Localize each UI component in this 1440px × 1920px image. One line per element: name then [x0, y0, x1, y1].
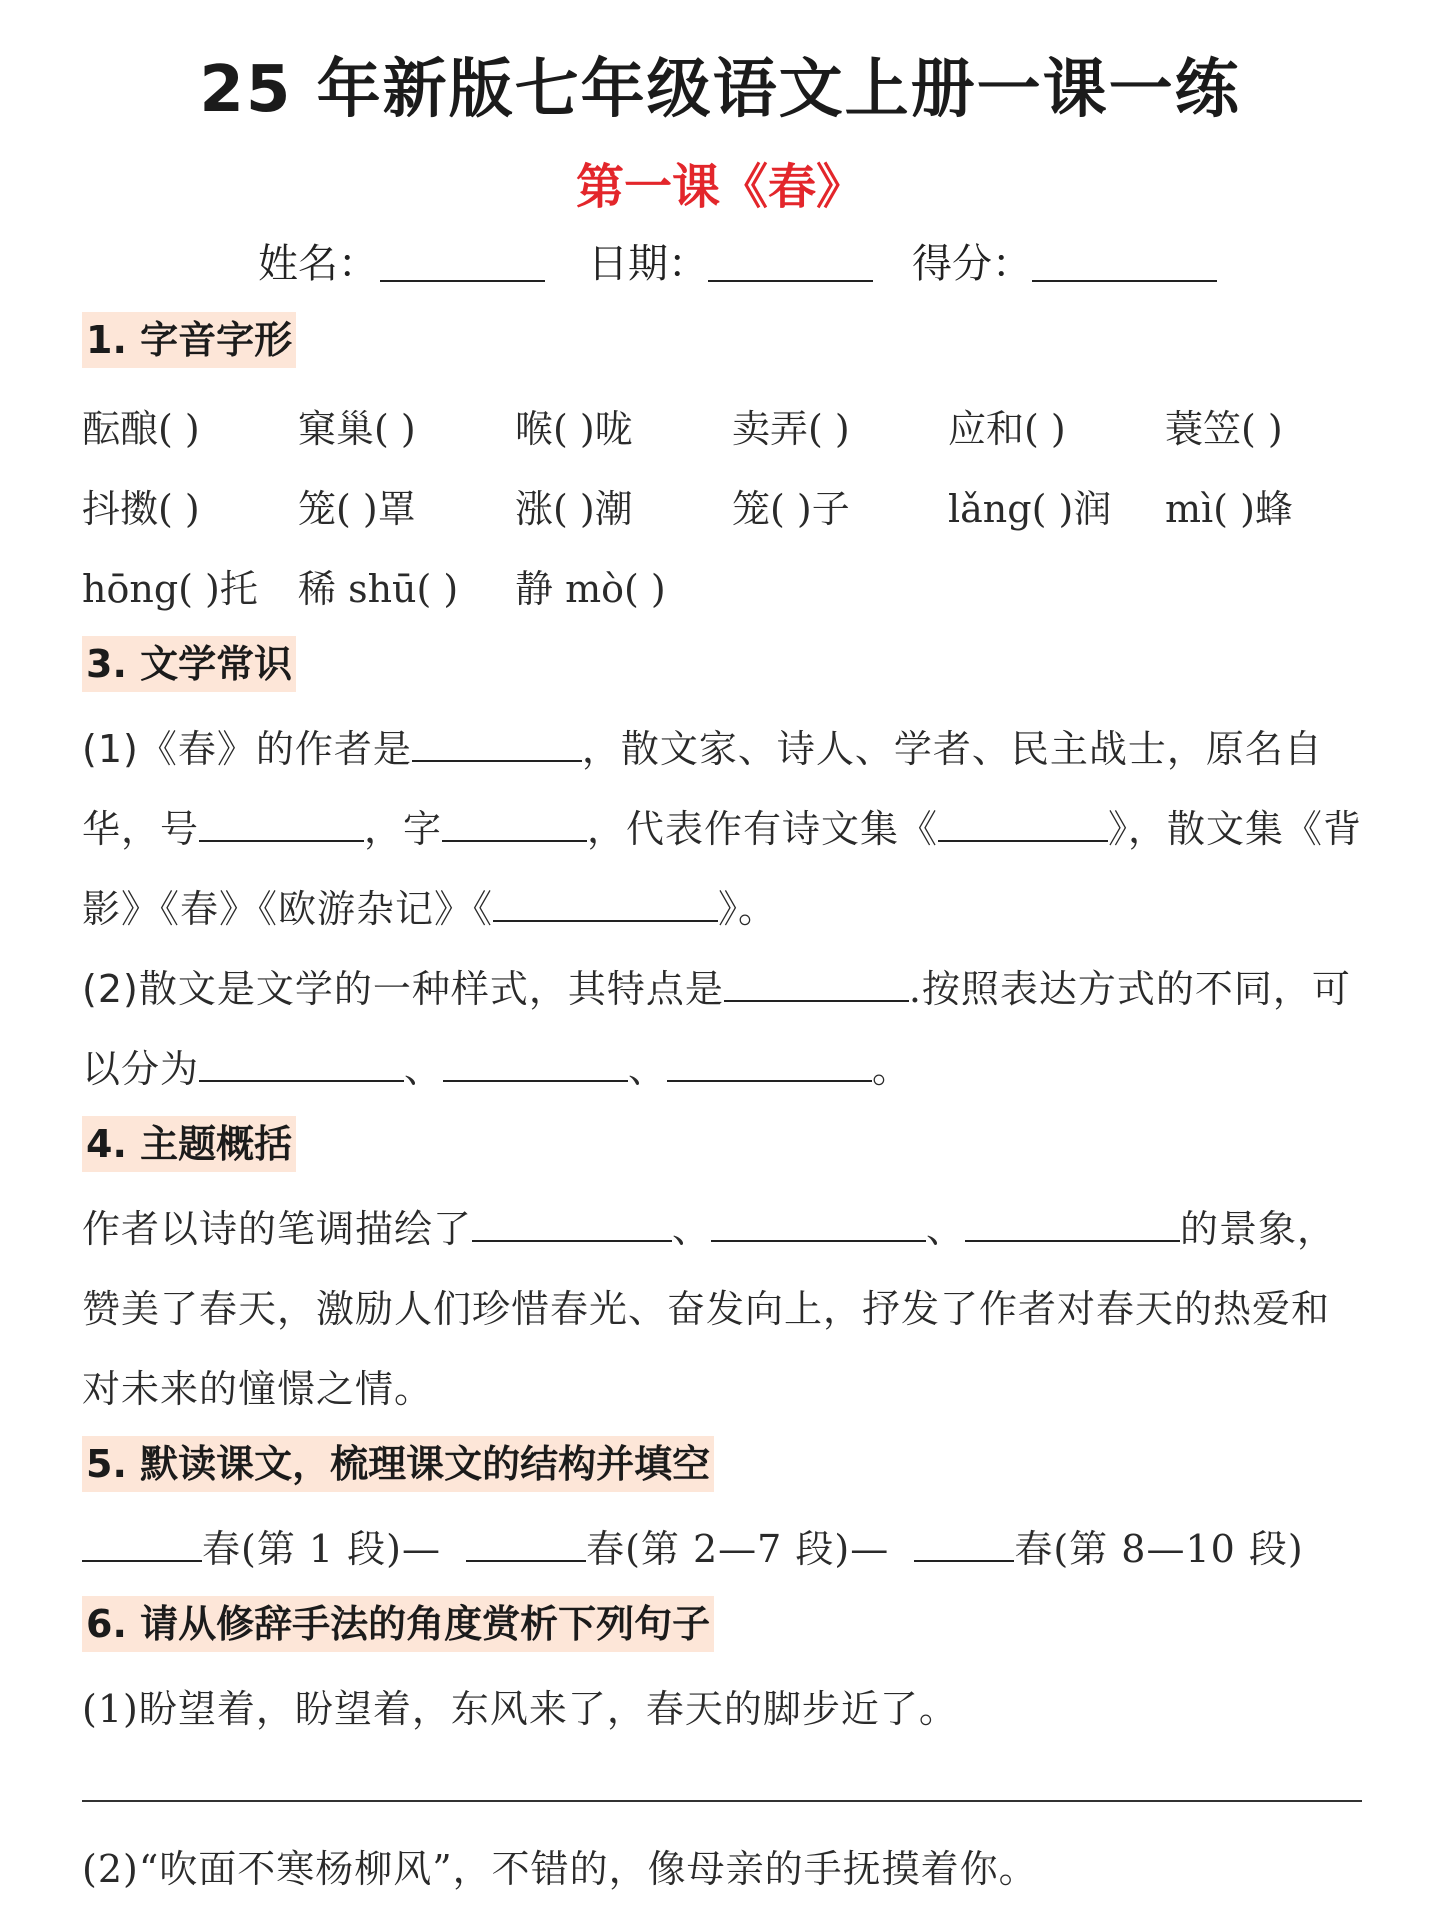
answer-blank[interactable] [965, 1202, 1180, 1242]
answer-blank[interactable] [711, 1202, 926, 1242]
pronunciation-item: 静 mò( ) [515, 567, 666, 611]
pronunciation-item: mì( )蜂 [1165, 487, 1293, 531]
answer-blank[interactable] [82, 1522, 202, 1562]
answer-line[interactable] [82, 1800, 1362, 1802]
rhetoric-question-2: (2)“吹面不寒杨柳风”，不错的，像母亲的手抚摸着你。 [82, 1847, 1038, 1891]
name-blank[interactable] [380, 280, 545, 282]
pronunciation-item: 酝酿( ) [82, 407, 200, 451]
pronunciation-item: 笼( )罩 [298, 487, 416, 531]
pronunciation-item: lǎng( )润 [948, 487, 1112, 531]
answer-blank[interactable] [493, 882, 718, 922]
date-label: 日期： [588, 241, 708, 287]
answer-blank[interactable] [914, 1522, 1014, 1562]
answer-blank[interactable] [472, 1202, 672, 1242]
date-blank[interactable] [708, 280, 873, 282]
theme-line-1: 作者以诗的笔调描绘了 、 、 的景象， [82, 1198, 1336, 1253]
pronunciation-item: 抖擞( ) [82, 487, 200, 531]
pronunciation-item: 应和( ) [948, 407, 1066, 451]
theme-line-3: 对未来的憧憬之情。 [82, 1367, 434, 1411]
question-3-1-line-1: (1)《春》的作者是 ，散文家、诗人、学者、民主战士，原名自 [82, 718, 1323, 773]
rhetoric-question-1: (1)盼望着，盼望着，东风来了，春天的脚步近了。 [82, 1687, 958, 1731]
page-title: 25 年新版七年级语文上册一课一练 [199, 53, 1241, 127]
answer-blank[interactable] [199, 1042, 404, 1082]
question-3-2-line-1: (2)散文是文学的一种样式，其特点是 .按照表达方式的不同，可 [82, 958, 1351, 1013]
section-heading-structure: 5. 默读课文，梳理课文的结构并填空 [82, 1436, 714, 1492]
theme-line-2: 赞美了春天，激励人们珍惜春光、奋发向上，抒发了作者对春天的热爱和 [82, 1287, 1331, 1331]
pronunciation-item: 喉( )咙 [515, 407, 633, 451]
pronunciation-item: hōng( )托 [82, 567, 258, 611]
question-3-1-line-3: 影》《春》《欧游杂记》《 》。 [82, 878, 777, 933]
answer-blank[interactable] [724, 962, 909, 1002]
answer-blank[interactable] [938, 802, 1108, 842]
pronunciation-item: 稀 shū( ) [298, 567, 459, 611]
name-label: 姓名： [258, 241, 378, 287]
score-blank[interactable] [1032, 280, 1217, 282]
answer-blank[interactable] [443, 1042, 628, 1082]
section-heading-theme-summary: 4. 主题概括 [82, 1116, 296, 1172]
pronunciation-item: 窠巢( ) [298, 407, 416, 451]
answer-blank[interactable] [412, 722, 582, 762]
section-heading-rhetoric: 6. 请从修辞手法的角度赏析下列句子 [82, 1596, 714, 1652]
section-heading-pronunciation: 1. 字音字形 [82, 312, 296, 368]
answer-blank[interactable] [199, 802, 364, 842]
pronunciation-item: 蓑笠( ) [1165, 407, 1283, 451]
section-heading-literary-knowledge: 3. 文学常识 [82, 636, 296, 692]
answer-blank[interactable] [442, 802, 587, 842]
question-3-1-line-2: 华，号 ，字 ，代表作有诗文集《 》，散文集《背 [82, 798, 1362, 853]
score-label: 得分： [912, 241, 1032, 287]
pronunciation-item: 卖弄( ) [732, 407, 850, 451]
lesson-title: 第一课《春》 [575, 159, 864, 215]
answer-blank[interactable] [466, 1522, 586, 1562]
structure-line: 春(第 1 段)— 春(第 2—7 段)— 春(第 8—10 段) [82, 1518, 1304, 1573]
question-3-2-line-2: 以分为 、 、 。 [82, 1038, 911, 1093]
pronunciation-item: 笼( )子 [732, 487, 850, 531]
pronunciation-item: 涨( )潮 [515, 487, 633, 531]
answer-blank[interactable] [667, 1042, 872, 1082]
